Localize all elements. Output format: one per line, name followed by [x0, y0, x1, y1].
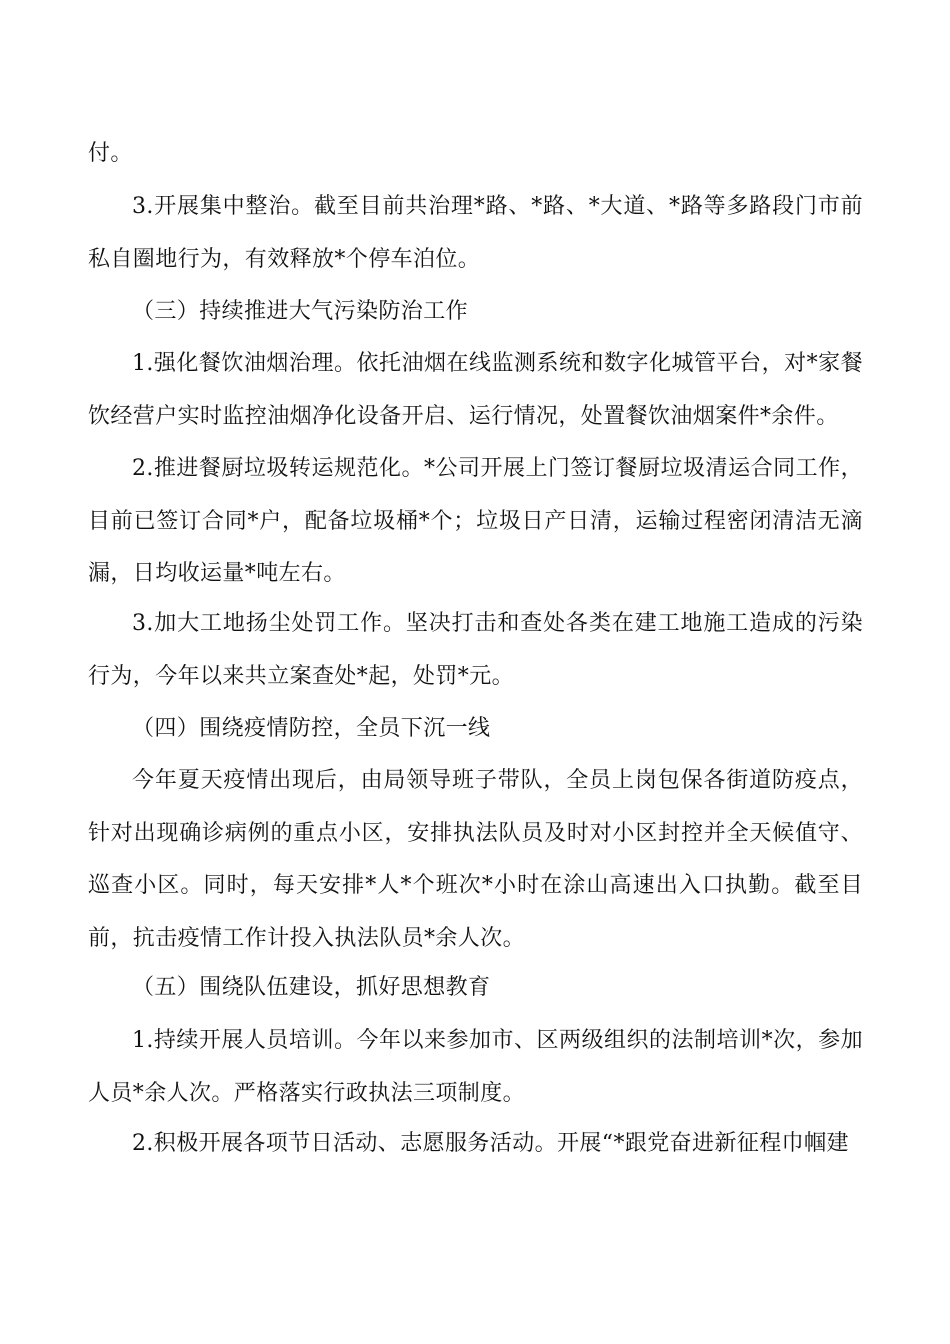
paragraph-construction-dust: 3.加大工地扬尘处罚工作。坚决打击和查处各类在建工地施工造成的污染行为，今年以来共立案查处*起，处罚*元。 — [88, 611, 863, 689]
paragraph-festival-activities: 2.积极开展各项节日活动、志愿服务活动。开展“*跟党奋进新征程巾帼建 — [132, 1131, 849, 1156]
section-heading-team-building: （五）围绕队伍建设，抓好思想教育 — [132, 975, 491, 1000]
paragraph-catering-fumes: 1.强化餐饮油烟治理。依托油烟在线监测系统和数字化城管平台，对*家餐饮经营户实时监控油烟净化设备开启、运行情况，处置餐饮油烟案件*余件。 — [88, 351, 863, 429]
paragraph-centralized-rectification: 3.开展集中整治。截至目前共治理*路、*路、*大道、*路等多路段门市前私自圈地行为，有效释放*个停车泊位。 — [88, 194, 863, 272]
section-heading-air-pollution: （三）持续推进大气污染防治工作 — [132, 299, 469, 324]
paragraph-continuation: 付。 — [88, 141, 133, 166]
paragraph-kitchen-waste: 2.推进餐厨垃圾转运规范化。*公司开展上门签订餐厨垃圾清运合同工作，目前已签订合同*户，配备垃圾桶*个；垃圾日产日清，运输过程密闭清洁无滴漏，日均收运量*吨左右。 — [88, 456, 863, 586]
section-heading-epidemic: （四）围绕疫情防控，全员下沉一线 — [132, 716, 491, 741]
paragraph-staff-training: 1.持续开展人员培训。今年以来参加市、区两级组织的法制培训*次，参加人员*余人次。严格落实行政执法三项制度。 — [88, 1028, 863, 1106]
paragraph-epidemic-control: 今年夏天疫情出现后，由局领导班子带队，全员上岗包保各街道防疫点，针对出现确诊病例的重点小区，安排执法队员及时对小区封控并全天候值守、巡查小区。同时，每天安排*人*个班次*小时在涂山高速出入口执勤。截至目前，抗击疫情工作计投入执法队员*余人次。 — [88, 768, 863, 951]
